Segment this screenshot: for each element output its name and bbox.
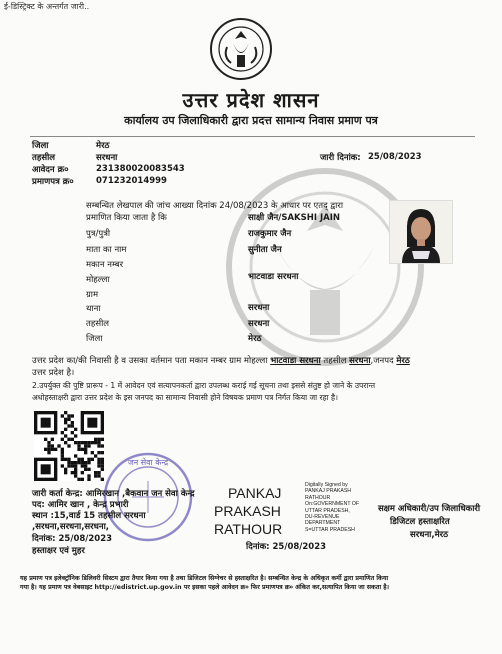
meta-tehsil-value: सरधना: [96, 153, 118, 163]
applicant-photo: [389, 200, 453, 264]
header-divider: [30, 136, 475, 137]
signer-name-line2: PRAKASH: [214, 503, 281, 519]
field-district-label: जिला: [86, 334, 103, 344]
sig-detail: DU-REVENUE: [305, 514, 340, 521]
sig-detail: Digitally Signed by: [305, 482, 348, 488]
statement-p2-line1: 2.उपर्युक्त की पुष्टि प्रारूप - 1 में आवेदन एवं सत्यापनकर्ता द्वारा उपलब्ध कराई गई सूचना तथा इससे संतुष्ट हो जाने के उपरान्त: [32, 381, 376, 390]
issue-date-value: 25/08/2023: [368, 152, 422, 162]
thana-label: थाना: [86, 304, 101, 314]
meta-tehsil-label: तहसील: [32, 153, 56, 163]
meta-district-value: मेरठ: [96, 141, 110, 151]
father-label: पुत्र/पुत्री: [86, 229, 111, 239]
sig-detail: RATHOUR: [305, 494, 331, 501]
digital-signature-details: [305, 482, 359, 533]
sig-detail: DEPARTMENT: [305, 520, 341, 527]
meta-application-label: आवेदन क्र०: [32, 165, 69, 175]
seal-text: जन सेवा केन्द्र: [127, 458, 169, 467]
signer-name-line3: RATHOUR: [214, 521, 283, 537]
meta-certificate-value: 071232014999: [96, 176, 167, 186]
sig-detail: On:GOVERNMENT OF: [305, 501, 360, 508]
up-government-emblem-icon: [209, 17, 273, 81]
field-tehsil-label: तहसील: [86, 319, 110, 329]
footer-note: [20, 574, 485, 592]
statement-text-c: ,जनपद: [370, 356, 394, 366]
mohalla-value: भाटवाडा सरधना: [248, 272, 299, 282]
statement-text-b: तहसील: [323, 356, 347, 366]
issue-date-label: जारी दिनांक:: [320, 153, 361, 163]
mohalla-label: मोहल्ला: [86, 275, 110, 285]
field-district-value: मेरठ: [248, 334, 262, 344]
sig-detail: UTTAR PRADESH,: [305, 507, 350, 514]
issuer-post: पद: आमिर खान , केन्द्र प्रभारी: [32, 500, 129, 510]
issuer-center: जारी कर्ता केन्द्र: आमिरखान ,बैकवान जन सेवा केन्द्र: [32, 489, 195, 499]
meta-certificate-label: प्रमाणपत्र क्र०: [32, 177, 74, 187]
statement-district: मेरठ: [396, 356, 410, 366]
issuer-date: दिनांक: 25/08/2023: [32, 534, 113, 544]
sig-detail: S=UTTAR PRADESH: [305, 526, 355, 533]
authority-sign: डिजिटल हस्ताक्षरित: [390, 517, 450, 527]
signer-name-line1: PANKAJ: [228, 485, 282, 501]
mother-value: सुनीता जैन: [248, 245, 282, 255]
certified-label: प्रमाणित किया जाता है कि: [86, 213, 167, 223]
footer-line2: गया है। यह प्रमाण पत्र वेबसाइट http://edistrict.up.gov.in पर इसका पहले आवेदन क्र० फिर प्रमाणपत्र क्र० अंकित कर,सत्यापित किया जा सकता है।: [20, 584, 390, 591]
document-subtitle: कार्यालय उप जिलाधिकारी द्वारा प्रदत्त सामान्य निवास प्रमाण पत्र: [124, 114, 378, 127]
statement-line1: [32, 355, 410, 366]
digital-signer-name: [214, 484, 283, 538]
qr-code-icon: [34, 411, 104, 481]
village-label: ग्राम: [86, 290, 99, 300]
meta-application-value: 231380020083543: [96, 164, 185, 174]
issuer-sign-seal: हस्ताक्षर एवं मुहर: [32, 546, 85, 556]
issuer-place: स्थान :15,वार्ड 15 तहसील सरधना: [32, 511, 146, 521]
top-note: ई-डिस्ट्रिक्ट के अन्तर्गत जारी..: [4, 2, 90, 11]
person-photo-icon: [390, 201, 452, 263]
sig-detail: PANKAJ PRAKASH: [305, 488, 352, 495]
house-label: मकान नम्बर: [86, 260, 124, 270]
field-tehsil-value: सरधना: [248, 319, 270, 329]
meta-district-label: जिला: [32, 141, 49, 151]
digital-sign-date: दिनांक: 25/08/2023: [246, 542, 327, 552]
statement-text-a: उत्तर प्रदेश का/की निवासी है व उसका वर्तमान पता मकान नम्बर ग्राम मोहल्ला: [32, 356, 268, 366]
father-value: राजकुमार जैन: [248, 229, 292, 239]
document-title: उत्तर प्रदेश शासन: [182, 88, 320, 112]
statement-tehsil: सरधना: [349, 356, 371, 366]
statement-mohalla: भाटवाडा सरधना: [270, 356, 321, 366]
thana-value: सरधना: [248, 303, 270, 313]
statement-line2: उत्तर प्रदेश है।: [32, 368, 75, 378]
intro-line: सम्बन्धित लेखपाल की जांच आख्या दिनांक 24/08/2023 के आधार पर एतद् द्वारा: [86, 201, 344, 211]
authority-title: सक्षम अधिकारी/उप जिलाधिकारी: [378, 504, 481, 514]
mother-label: माता का नाम: [86, 245, 127, 255]
certified-value: साक्षी जैन/SAKSHI JAIN: [248, 213, 340, 223]
issuer-place2: ,सरधना,सरधना,सरधना,: [32, 522, 110, 532]
authority-place: सरधना,मेरठ: [410, 530, 449, 540]
footer-line1: यह प्रमाण पत्र इलेक्ट्रॉनिक डिलिवरी सिस्टम द्वारा तैयार किया गया है तथा डिजिटल सिग्नेचर से हस्ताक्षरित है। सम्बन्धित केन्द्र के अधिकृत कर्मी द्वारा प्रमाणित किया: [20, 575, 389, 582]
statement-p2-line2: अधोहस्ताक्षरी द्वारा उत्तर प्रदेश के इस जनपद का सामान्य निवासी होने विषयक प्रमाण पत्र निर्गत किया जा रहा है।: [32, 393, 338, 402]
